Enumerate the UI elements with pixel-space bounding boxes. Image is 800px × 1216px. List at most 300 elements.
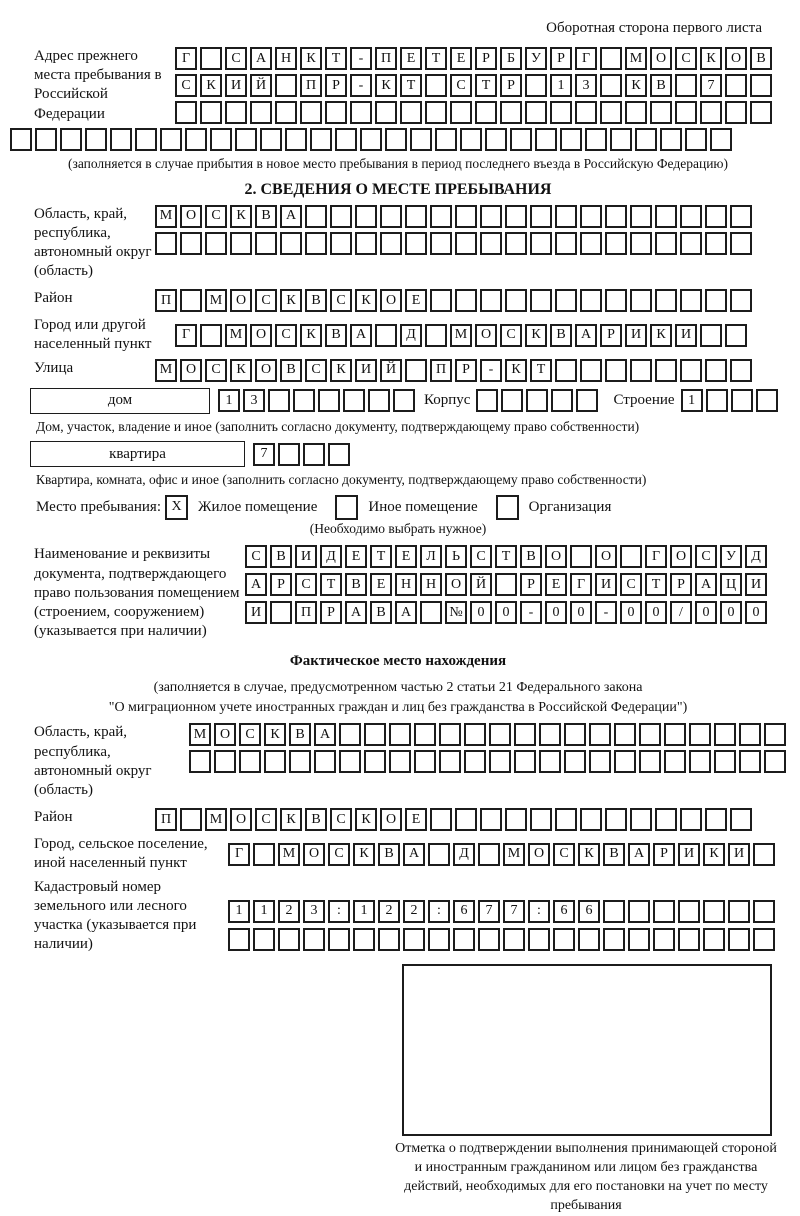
char-box[interactable]: О [303,843,325,866]
char-box[interactable]: К [700,47,722,70]
char-box[interactable]: Н [420,573,442,596]
char-box[interactable] [250,101,272,124]
char-box[interactable] [655,205,677,228]
char-box[interactable]: И [678,843,700,866]
char-box[interactable] [525,74,547,97]
char-box[interactable]: - [595,601,617,624]
char-box[interactable] [360,128,382,151]
char-box[interactable] [60,128,82,151]
char-box[interactable] [278,443,300,466]
char-box[interactable] [280,232,302,255]
char-box[interactable]: У [720,545,742,568]
char-box[interactable] [639,723,661,746]
char-box[interactable] [653,900,675,923]
char-box[interactable] [505,289,527,312]
char-box[interactable] [655,808,677,831]
char-box[interactable]: Р [520,573,542,596]
char-box[interactable] [603,900,625,923]
char-box[interactable] [605,289,627,312]
char-box[interactable]: Е [545,573,567,596]
char-box[interactable] [343,389,365,412]
char-box[interactable] [303,928,325,951]
char-box[interactable] [253,843,275,866]
char-box[interactable] [303,443,325,466]
char-box[interactable] [614,750,636,773]
char-box[interactable] [705,359,727,382]
char-box[interactable] [364,723,386,746]
char-box[interactable]: И [595,573,617,596]
char-box[interactable] [678,928,700,951]
char-box[interactable] [750,74,772,97]
char-box[interactable]: 0 [545,601,567,624]
char-box[interactable] [403,928,425,951]
char-box[interactable]: И [625,324,647,347]
char-box[interactable]: 0 [745,601,767,624]
char-box[interactable] [214,750,236,773]
char-box[interactable] [580,808,602,831]
char-box[interactable] [730,359,752,382]
char-box[interactable] [728,928,750,951]
char-box[interactable]: С [175,74,197,97]
char-box[interactable] [660,128,682,151]
char-box[interactable] [480,289,502,312]
char-box[interactable]: С [245,545,267,568]
char-box[interactable] [553,928,575,951]
char-box[interactable] [730,808,752,831]
char-box[interactable] [228,928,250,951]
char-box[interactable] [453,928,475,951]
char-box[interactable] [275,101,297,124]
char-box[interactable] [575,101,597,124]
char-box[interactable]: К [280,808,302,831]
char-box[interactable]: Т [475,74,497,97]
char-box[interactable]: Ц [720,573,742,596]
char-box[interactable] [364,750,386,773]
char-box[interactable] [430,289,452,312]
char-box[interactable]: О [445,573,467,596]
char-box[interactable]: О [725,47,747,70]
char-box[interactable]: А [403,843,425,866]
char-box[interactable] [425,101,447,124]
char-box[interactable]: К [650,324,672,347]
char-box[interactable]: - [520,601,542,624]
char-box[interactable] [501,389,523,412]
char-box[interactable]: - [350,74,372,97]
char-box[interactable]: Р [670,573,692,596]
char-box[interactable]: О [230,289,252,312]
char-box[interactable] [580,289,602,312]
char-box[interactable]: С [553,843,575,866]
char-box[interactable] [325,101,347,124]
char-box[interactable]: 0 [645,601,667,624]
char-box[interactable] [628,928,650,951]
char-box[interactable] [530,232,552,255]
char-box[interactable]: И [245,601,267,624]
char-box[interactable]: В [305,808,327,831]
char-box[interactable] [35,128,57,151]
char-box[interactable]: К [703,843,725,866]
char-box[interactable]: И [355,359,377,382]
char-box[interactable]: С [450,74,472,97]
char-box[interactable] [585,128,607,151]
char-box[interactable]: Р [475,47,497,70]
char-box[interactable]: 1 [218,389,240,412]
char-box[interactable] [600,74,622,97]
char-box[interactable] [180,808,202,831]
char-box[interactable] [389,750,411,773]
char-box[interactable] [564,723,586,746]
char-box[interactable] [680,205,702,228]
char-box[interactable]: 1 [228,900,250,923]
char-box[interactable] [703,900,725,923]
char-box[interactable] [703,928,725,951]
char-box[interactable] [689,723,711,746]
char-box[interactable]: 0 [695,601,717,624]
char-box[interactable] [505,232,527,255]
char-box[interactable] [460,128,482,151]
char-box[interactable] [510,128,532,151]
char-box[interactable] [706,389,728,412]
char-box[interactable]: Т [320,573,342,596]
char-box[interactable]: О [545,545,567,568]
char-box[interactable]: О [250,324,272,347]
char-box[interactable]: О [230,808,252,831]
char-box[interactable]: Б [500,47,522,70]
char-box[interactable]: К [505,359,527,382]
char-box[interactable] [639,750,661,773]
char-box[interactable]: К [355,289,377,312]
char-box[interactable]: 1 [253,900,275,923]
char-box[interactable]: О [475,324,497,347]
char-box[interactable]: Т [495,545,517,568]
char-box[interactable] [455,232,477,255]
char-box[interactable] [605,359,627,382]
char-box[interactable]: О [380,808,402,831]
char-box[interactable]: Г [570,573,592,596]
char-box[interactable]: С [675,47,697,70]
char-box[interactable]: С [255,289,277,312]
char-box[interactable] [535,128,557,151]
char-box[interactable]: 1 [681,389,703,412]
char-box[interactable] [750,101,772,124]
char-box[interactable]: К [525,324,547,347]
char-box[interactable]: 0 [620,601,642,624]
char-box[interactable] [655,359,677,382]
char-box[interactable] [539,750,561,773]
char-box[interactable]: С [225,47,247,70]
char-box[interactable] [353,928,375,951]
char-box[interactable] [405,359,427,382]
char-box[interactable]: А [628,843,650,866]
char-box[interactable] [175,101,197,124]
char-box[interactable]: А [345,601,367,624]
char-box[interactable] [603,928,625,951]
char-box[interactable] [753,843,775,866]
char-box[interactable] [730,205,752,228]
char-box[interactable] [480,232,502,255]
char-box[interactable] [650,101,672,124]
char-box[interactable]: К [300,324,322,347]
char-box[interactable] [514,723,536,746]
char-box[interactable] [478,928,500,951]
char-box[interactable] [578,928,600,951]
char-box[interactable]: М [189,723,211,746]
char-box[interactable] [628,900,650,923]
char-box[interactable] [10,128,32,151]
char-box[interactable]: К [264,723,286,746]
char-box[interactable]: Е [345,545,367,568]
char-box[interactable] [478,843,500,866]
char-box[interactable] [555,205,577,228]
char-box[interactable] [528,928,550,951]
char-box[interactable] [489,750,511,773]
char-box[interactable]: С [275,324,297,347]
char-box[interactable] [576,389,598,412]
char-box[interactable] [293,389,315,412]
char-box[interactable]: 7 [253,443,275,466]
char-box[interactable]: В [289,723,311,746]
char-box[interactable] [653,928,675,951]
char-box[interactable] [725,74,747,97]
char-box[interactable]: 3 [243,389,265,412]
char-box[interactable]: Н [395,573,417,596]
char-box[interactable]: И [225,74,247,97]
char-box[interactable] [730,232,752,255]
char-box[interactable] [580,205,602,228]
char-box[interactable]: Р [455,359,477,382]
char-box[interactable]: С [239,723,261,746]
char-box[interactable] [200,101,222,124]
char-box[interactable] [389,723,411,746]
char-box[interactable] [630,232,652,255]
char-box[interactable] [564,750,586,773]
char-box[interactable]: М [503,843,525,866]
checkbox-residential[interactable]: X [165,495,188,520]
char-box[interactable]: : [528,900,550,923]
char-box[interactable]: А [250,47,272,70]
char-box[interactable]: А [245,573,267,596]
char-box[interactable]: С [295,573,317,596]
char-box[interactable]: Е [450,47,472,70]
char-box[interactable] [230,232,252,255]
char-box[interactable] [705,289,727,312]
char-box[interactable] [630,808,652,831]
char-box[interactable]: С [470,545,492,568]
char-box[interactable]: В [280,359,302,382]
char-box[interactable] [730,289,752,312]
char-box[interactable]: В [550,324,572,347]
char-box[interactable] [525,101,547,124]
char-box[interactable] [570,545,592,568]
char-box[interactable] [489,723,511,746]
char-box[interactable] [705,232,727,255]
char-box[interactable]: Н [275,47,297,70]
char-box[interactable]: С [305,359,327,382]
char-box[interactable] [439,750,461,773]
char-box[interactable]: Т [325,47,347,70]
char-box[interactable] [700,101,722,124]
char-box[interactable]: И [675,324,697,347]
char-box[interactable]: Т [645,573,667,596]
char-box[interactable]: В [345,573,367,596]
char-box[interactable]: Г [645,545,667,568]
char-box[interactable]: С [695,545,717,568]
char-box[interactable] [664,750,686,773]
char-box[interactable] [689,750,711,773]
char-box[interactable] [530,205,552,228]
char-box[interactable] [480,808,502,831]
char-box[interactable] [210,128,232,151]
char-box[interactable]: : [428,900,450,923]
char-box[interactable] [675,74,697,97]
char-box[interactable]: Г [175,47,197,70]
char-box[interactable] [110,128,132,151]
char-box[interactable]: 2 [403,900,425,923]
char-box[interactable]: В [270,545,292,568]
char-box[interactable]: М [205,289,227,312]
char-box[interactable] [450,101,472,124]
char-box[interactable] [380,205,402,228]
char-box[interactable] [551,389,573,412]
char-box[interactable]: С [330,808,352,831]
char-box[interactable]: М [450,324,472,347]
checkbox-organization[interactable] [496,495,519,520]
char-box[interactable] [505,808,527,831]
char-box[interactable]: А [314,723,336,746]
char-box[interactable]: У [525,47,547,70]
char-box[interactable] [614,723,636,746]
char-box[interactable]: С [205,205,227,228]
char-box[interactable] [355,232,377,255]
char-box[interactable]: А [695,573,717,596]
char-box[interactable]: 0 [720,601,742,624]
char-box[interactable] [305,205,327,228]
char-box[interactable]: Д [745,545,767,568]
char-box[interactable] [530,808,552,831]
char-box[interactable]: В [370,601,392,624]
char-box[interactable]: К [355,808,377,831]
char-box[interactable] [476,389,498,412]
char-box[interactable]: Й [380,359,402,382]
char-box[interactable] [600,47,622,70]
char-box[interactable] [430,232,452,255]
char-box[interactable] [300,101,322,124]
char-box[interactable]: С [330,289,352,312]
char-box[interactable] [555,289,577,312]
char-box[interactable] [355,205,377,228]
char-box[interactable] [680,808,702,831]
char-box[interactable]: С [620,573,642,596]
char-box[interactable] [430,808,452,831]
char-box[interactable] [368,389,390,412]
char-box[interactable]: С [328,843,350,866]
char-box[interactable]: К [375,74,397,97]
char-box[interactable] [555,808,577,831]
char-box[interactable]: Т [530,359,552,382]
char-box[interactable]: П [430,359,452,382]
char-box[interactable]: Л [420,545,442,568]
char-box[interactable] [714,750,736,773]
char-box[interactable] [410,128,432,151]
char-box[interactable]: Т [425,47,447,70]
char-box[interactable] [580,359,602,382]
char-box[interactable] [589,723,611,746]
char-box[interactable] [420,601,442,624]
char-box[interactable] [455,289,477,312]
char-box[interactable]: В [520,545,542,568]
char-box[interactable] [678,900,700,923]
char-box[interactable] [705,205,727,228]
char-box[interactable] [714,723,736,746]
char-box[interactable]: № [445,601,467,624]
char-box[interactable]: Д [320,545,342,568]
char-box[interactable]: В [325,324,347,347]
char-box[interactable] [580,232,602,255]
char-box[interactable] [725,324,747,347]
char-box[interactable] [330,232,352,255]
char-box[interactable]: 1 [550,74,572,97]
char-box[interactable]: О [670,545,692,568]
char-box[interactable] [539,723,561,746]
char-box[interactable] [335,128,357,151]
char-box[interactable]: 6 [553,900,575,923]
char-box[interactable] [675,101,697,124]
char-box[interactable]: О [180,359,202,382]
char-box[interactable]: С [255,808,277,831]
char-box[interactable]: Р [600,324,622,347]
char-box[interactable]: Г [228,843,250,866]
house-type-box[interactable]: дом [30,388,210,414]
char-box[interactable] [655,289,677,312]
char-box[interactable] [285,128,307,151]
char-box[interactable] [155,232,177,255]
char-box[interactable] [495,573,517,596]
char-box[interactable]: Д [453,843,475,866]
char-box[interactable] [680,359,702,382]
char-box[interactable] [180,289,202,312]
char-box[interactable] [435,128,457,151]
checkbox-other-premises[interactable] [335,495,358,520]
char-box[interactable] [605,232,627,255]
char-box[interactable]: Е [400,47,422,70]
char-box[interactable] [405,232,427,255]
char-box[interactable]: В [255,205,277,228]
apartment-type-box[interactable]: квартира [30,441,245,467]
char-box[interactable]: Р [270,573,292,596]
char-box[interactable] [600,101,622,124]
char-box[interactable] [500,101,522,124]
char-box[interactable] [710,128,732,151]
char-box[interactable]: В [603,843,625,866]
char-box[interactable]: 1 [353,900,375,923]
char-box[interactable] [270,601,292,624]
char-box[interactable]: М [625,47,647,70]
char-box[interactable] [605,205,627,228]
char-box[interactable]: 7 [478,900,500,923]
char-box[interactable] [160,128,182,151]
char-box[interactable]: 3 [303,900,325,923]
char-box[interactable]: Т [400,74,422,97]
char-box[interactable] [380,232,402,255]
char-box[interactable] [485,128,507,151]
char-box[interactable]: М [225,324,247,347]
char-box[interactable] [385,128,407,151]
char-box[interactable] [189,750,211,773]
char-box[interactable] [739,750,761,773]
char-box[interactable]: К [300,47,322,70]
char-box[interactable]: 6 [453,900,475,923]
char-box[interactable] [455,205,477,228]
